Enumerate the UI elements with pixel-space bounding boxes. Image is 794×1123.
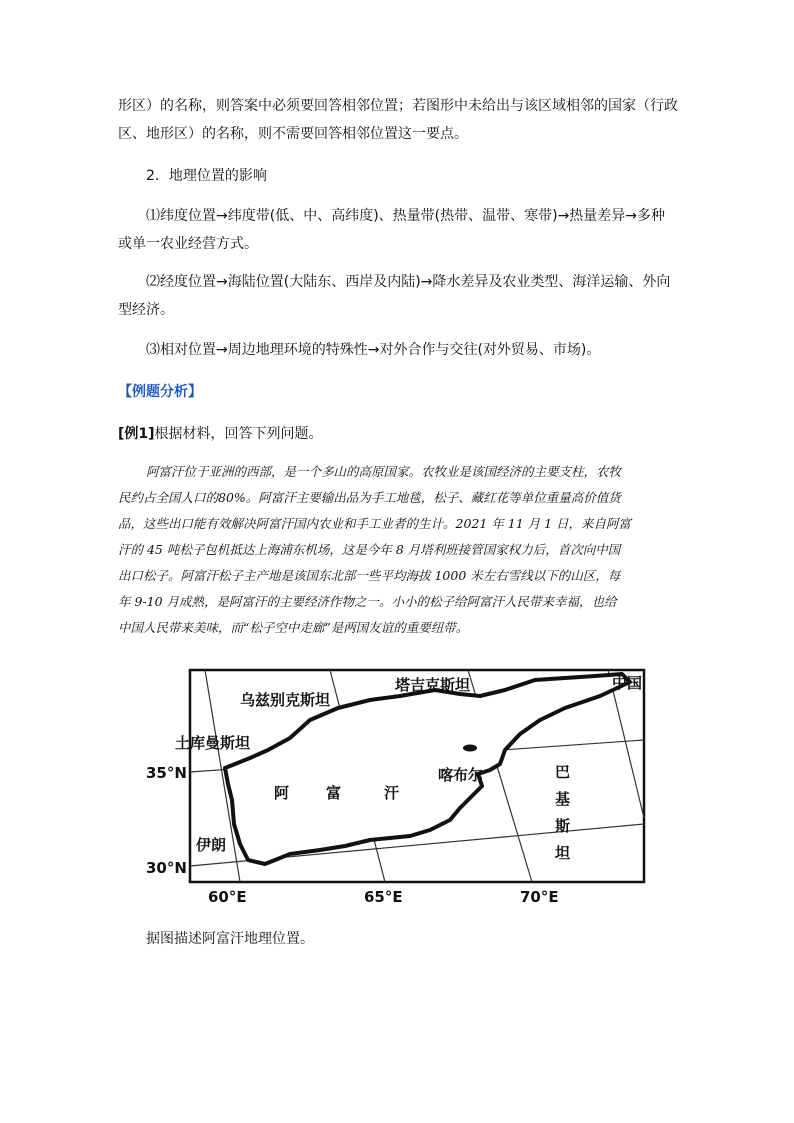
text-line: 形区）的名称，则答案中必须要回答相邻位置；若图形中未给出与该区域相邻的国家（行政 — [118, 98, 678, 114]
section-title: 2．地理位置的影响 — [146, 168, 267, 184]
label-uzbekistan: 乌兹别克斯坦 — [240, 691, 331, 709]
material-line: 阿富汗位于亚洲的西部，是一个多山的高原国家。农牧业是该国经济的主要支柱，农牧 — [146, 464, 622, 479]
label-pakistan-4: 坦 — [555, 844, 571, 862]
material-line: 汗的 45 吨松子包机抵达上海浦东机场，这是今年 8 月塔利班接管国家权力后，首次向中国 — [118, 542, 621, 557]
lat-label-35n: 35°N — [146, 764, 187, 782]
label-afghanistan-3: 汗 — [384, 784, 400, 802]
text-line: 型经济。 — [118, 302, 174, 318]
label-iran: 伊朗 — [196, 836, 227, 854]
example-text: 根据材料，回答下列问题。 — [154, 426, 323, 442]
lat-label-30n: 30°N — [146, 859, 187, 877]
lon-label-70e: 70°E — [520, 888, 559, 906]
label-tajikistan: 塔吉克斯坦 — [395, 676, 471, 694]
example-prompt — [118, 423, 323, 443]
label-turkmenistan: 土库曼斯坦 — [175, 734, 251, 752]
material-line: 年 9-10 月成熟，是阿富汗的主要经济作物之一。小小的松子给阿富汗人民带来幸福，也给 — [118, 594, 617, 609]
label-afghanistan-1: 阿 — [274, 784, 290, 802]
label-pakistan-2: 基 — [555, 790, 571, 808]
material-line: 民约占全国人口的80%。阿富汗主要输出品为手工地毯，松子、藏红花等单位重量高价值货 — [118, 490, 621, 505]
material-line: 品，这些出口能有效解决阿富汗国内农业和手工业者的生计。2021 年 11 月 1 日，来自阿富 — [118, 516, 632, 531]
text-line: ⑶相对位置→周边地理环境的特殊性→对外合作与交往(对外贸易、市场)。 — [146, 342, 601, 358]
material-line: 出口松子。阿富汗松子主产地是该国东北部一些平均海拔 1000 米左右雪线以下的山区，每 — [118, 568, 621, 583]
question-text: 据图描述阿富汗地理位置。 — [146, 931, 314, 947]
label-pakistan-3: 斯 — [555, 817, 571, 835]
label-afghanistan-2: 富 — [326, 784, 342, 802]
label-kabul: 喀布尔 — [438, 766, 484, 784]
text-line: 或单一农业经营方式。 — [118, 236, 258, 252]
example-label: [例1] — [118, 426, 155, 442]
text-line: 区、地形区）的名称，则不需要回答相邻位置这一要点。 — [118, 126, 468, 142]
label-pakistan-1: 巴 — [555, 763, 571, 781]
example-heading: 【例题分析】 — [118, 384, 202, 400]
kabul-marker — [463, 745, 477, 752]
label-china: 中国 — [612, 674, 643, 692]
text-line: ⑵经度位置→海陆位置(大陆东、西岸及内陆)→降水差异及农业类型、海洋运输、外向 — [146, 274, 671, 290]
afghanistan-map — [146, 668, 660, 908]
material-line: 中国人民带来美味，而“松子空中走廊”是两国友谊的重要纽带。 — [118, 620, 469, 635]
lon-label-60e: 60°E — [208, 888, 247, 906]
lon-label-65e: 65°E — [364, 888, 403, 906]
text-line: ⑴纬度位置→纬度带(低、中、高纬度)、热量带(热带、温带、寒带)→热量差异→多种 — [146, 208, 666, 224]
